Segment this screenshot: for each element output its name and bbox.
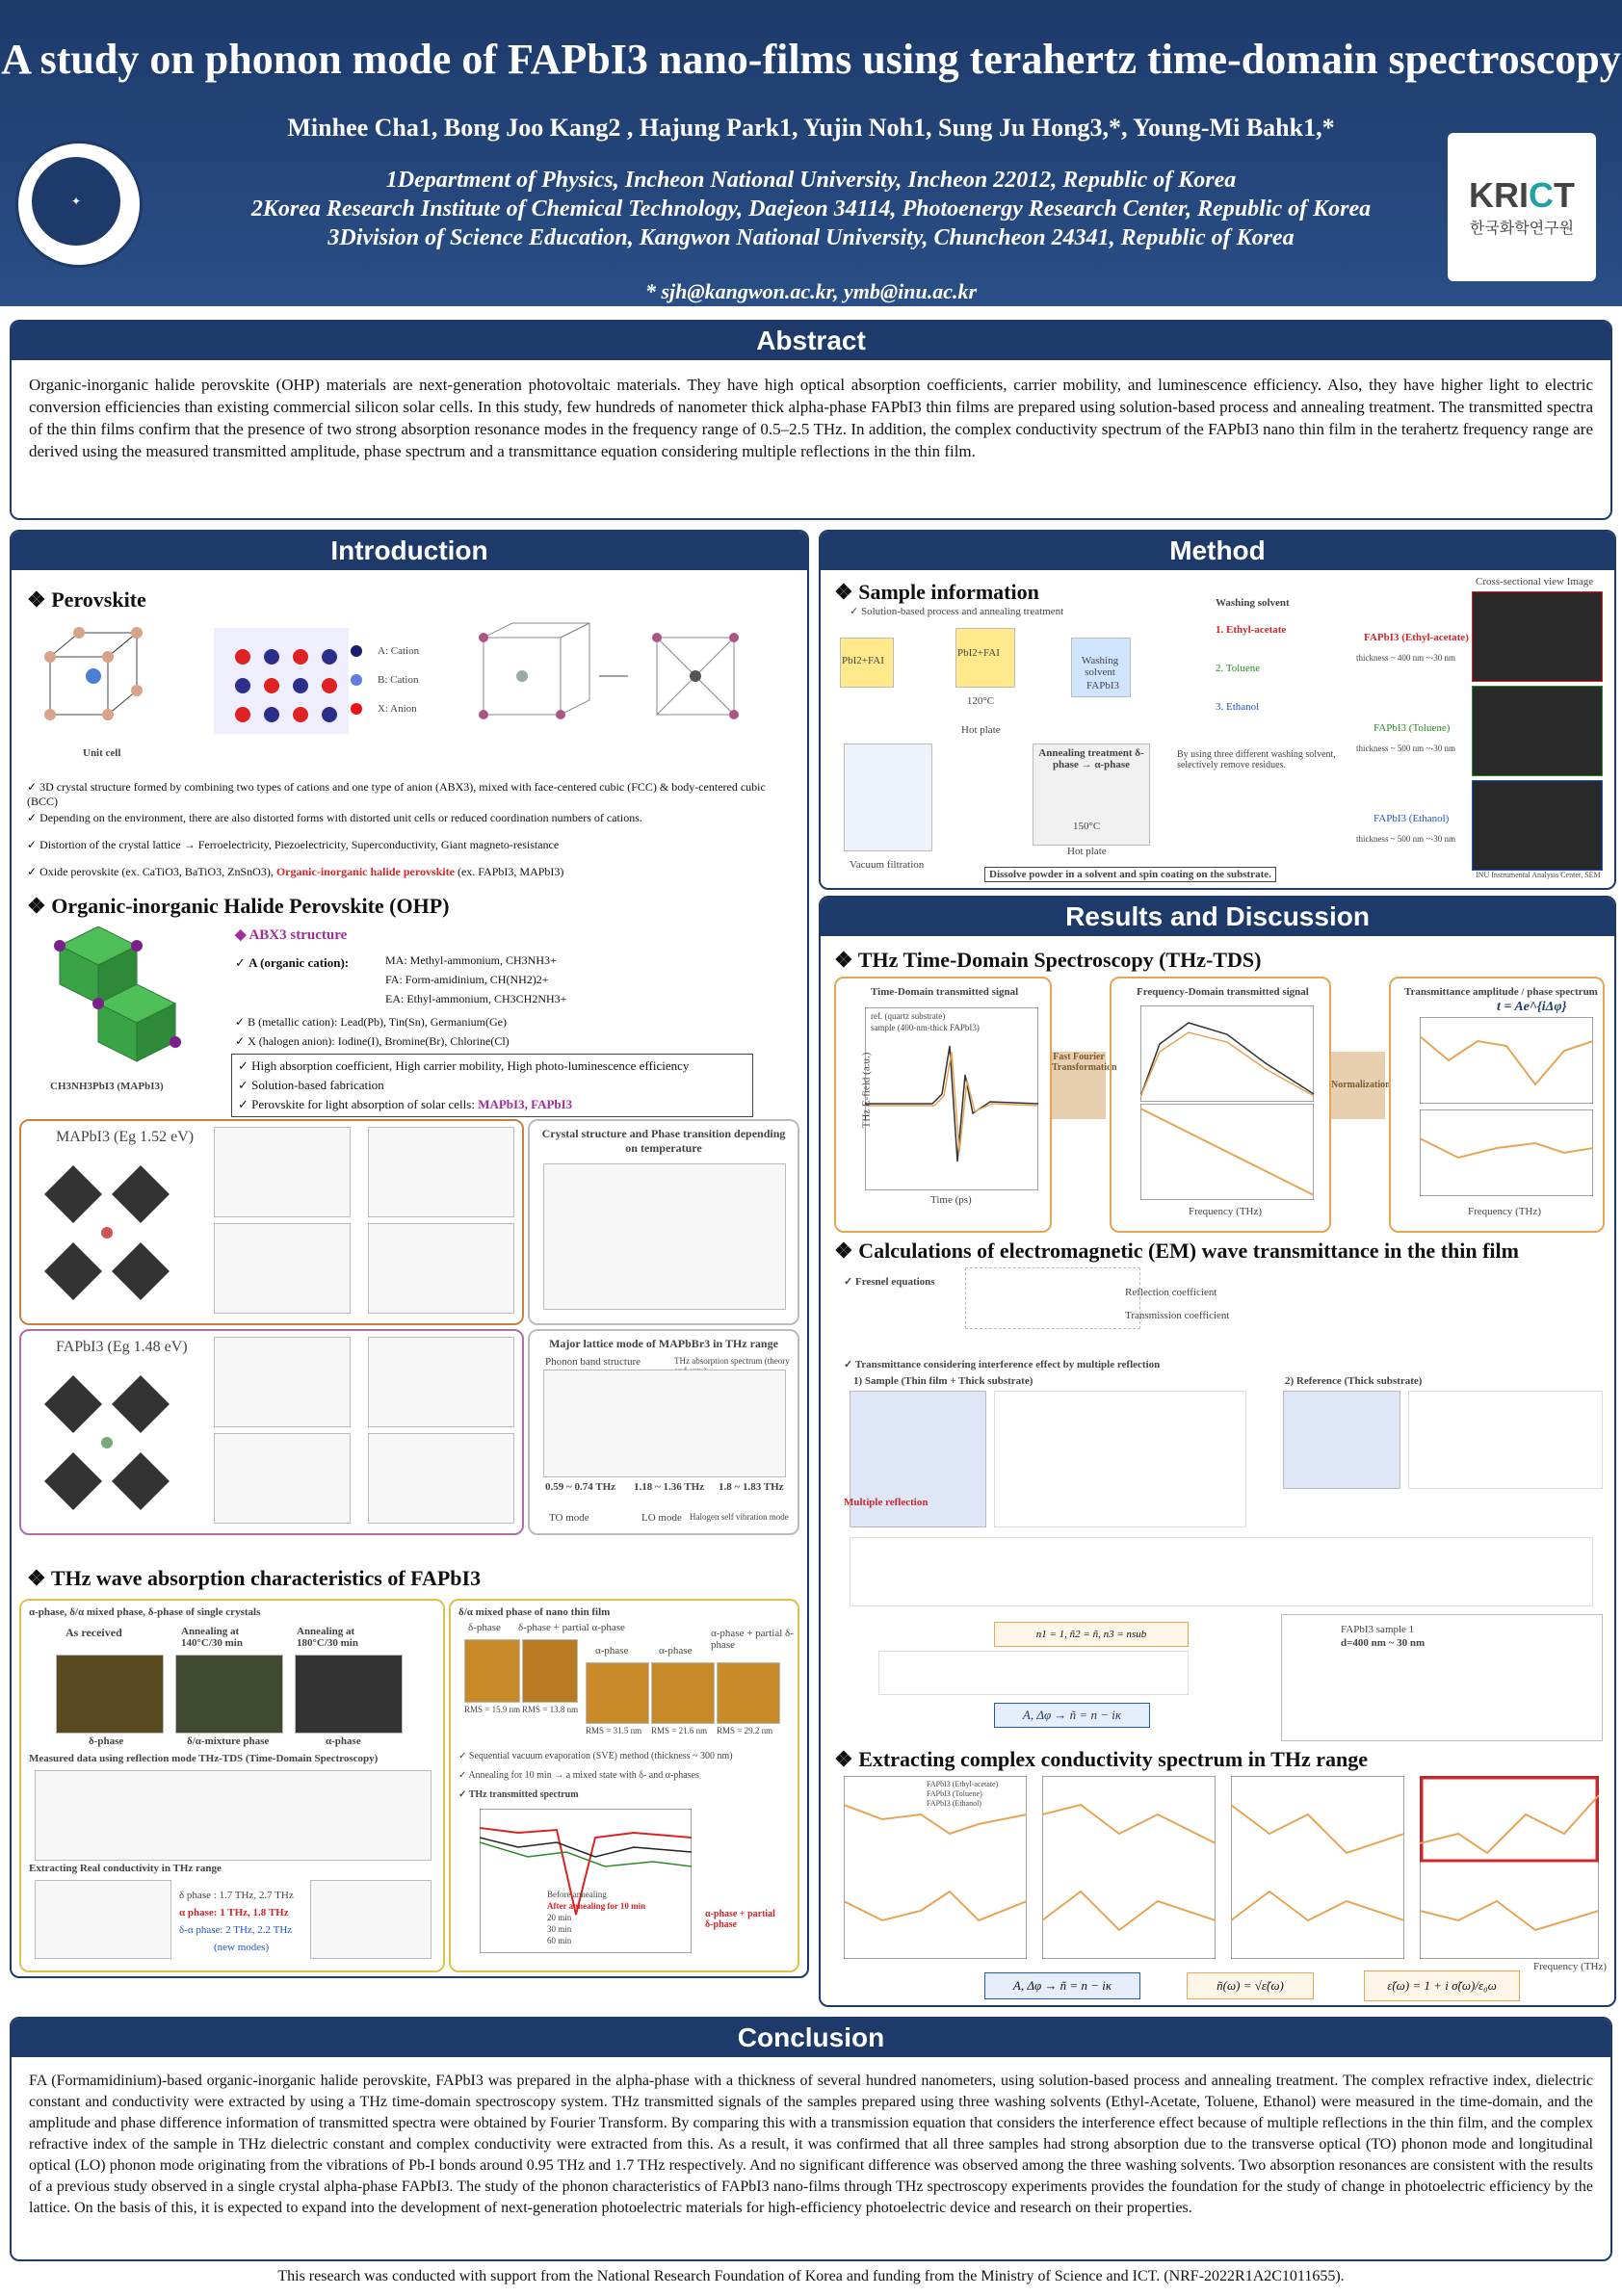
solvent-2-text: Toluene xyxy=(1225,663,1261,674)
n-kappa-plot xyxy=(1042,1776,1216,1959)
transmittance-box xyxy=(1389,977,1605,1233)
krict-logo xyxy=(1448,133,1596,281)
vacuum-label: Vacuum filtration xyxy=(850,859,925,871)
university-logo xyxy=(15,141,143,268)
perovskite-bullet-3: ✓ Distortion of the crystal lattice → Ferroelectricity, Piezoelectricity, Superconductivity, Giant magneto-resistance xyxy=(27,838,560,851)
mode-1-label: 0.59 ~ 0.74 THz xyxy=(545,1481,616,1493)
crystal-phase-image xyxy=(543,1163,786,1310)
legend-a-cation: A: Cation xyxy=(378,645,420,657)
introduction-title: Introduction xyxy=(12,532,807,570)
cond-legend-3: FAPbI3 (Ethanol) xyxy=(927,1799,981,1808)
thz-transmission-plot xyxy=(480,1809,692,1953)
reflection-label: Reflection coefficient xyxy=(1125,1287,1217,1298)
fft-label: Fast Fourier Transformation xyxy=(1052,1052,1117,1073)
mapbi3-figure-box xyxy=(19,1119,524,1325)
norm-amplitude-plot xyxy=(1420,1017,1593,1104)
perovskite-bullet-3-text: Distortion of the crystal lattice → Ferroelectricity, Piezoelectricity, Superconductivity, Giant magneto-resistance xyxy=(39,838,560,851)
t-full-equation xyxy=(878,1651,1189,1695)
abstract-text: Organic-inorganic halide perovskite (OHP) materials are next-generation photovoltaic materials. They have high optical absorption coefficients, carrier mobility, and luminescence efficiency. Also, they have higher light to electric conversion efficiencies than existing commercial silicon solar cells. In this study, few hundreds of nanometer thick alpha-phase FAPbI3 thin films are prepared using solution-based process and annealing treatment. The transmitted spectra of the thin films confirm that the presence of two strong absorption resonance modes in the frequency range of 0.5–2.5 THz. In addition, the complex conductivity spectrum of the FAPbI3 nano thin film in the terahertz frequency range are derived using the measured transmitted amplitude, phase spectrum and a transmittance equation considering multiple reflections in the thin film. xyxy=(29,376,1593,460)
contact-email: * sjh@kangwon.ac.kr, ymb@inu.ac.kr xyxy=(644,279,978,303)
perovskite-bullet-4: ✓ Oxide perovskite (ex. CaTiO3, BaTiO3, ZnSnO3), Organic-inorganic halide perovskite (ex. FAPbI3, MAPbI3) xyxy=(27,865,564,878)
cond-legend-1: FAPbI3 (Ethyl-acetate) xyxy=(927,1780,999,1788)
as-received-label: As received xyxy=(65,1626,122,1639)
funding-footer: This research was conducted with support from the National Research Foundation of Korea and funding from the Ministry of Science and ICT. (NRF-2022R1A2C1011655). xyxy=(277,2268,1345,2284)
a-cation-label-text: A (organic cation): xyxy=(249,955,350,970)
alpha-phase-label: α-phase xyxy=(326,1735,361,1747)
solvent-3: 3. Ethanol xyxy=(1216,701,1260,713)
conclusion-text: FA (Formamidinium)-based organic-inorganic halide perovskite, FAPbI3 was prepared in the alpha-phase with a thickness of several hundred nanometers, using solution-based process and annealing treatment. The complex refractive index, dielectric constant and conductivity were extracted by using a THz time-domain spectroscopy system. THz transmitted signals of the samples prepared using three washing solvents (Ethyl-Acetate, Toluene, Ethanol) were measured in the time-domain, and the amplitude and phase difference information of transmitted spectra were obtained by Fourier Transform. By comparing this with a transmission equation that considers the interference effect because of multiple reflections in the thin film, and the complex refractive index of the sample in THz dielectric constant and complex conductivity were extracted from this. As a result, it was confirmed that all three samples had strong absorption due to the transverse optical (TO) phonon mode and longitudinal optical (LO) phonon mode originating from the vibrations of Pb-I bonds around 0.95 THz and 1.7 THz respectively. And no significant difference was observed among the three washing solvents. Two absorption resonances are consistent with the results of a previous study observed in a single crystal alpha-phase FAPbI3. The study of the phonon characteristics of FAPbI3 nano-films through THz spectroscopy experiments provides the foundation for the study of change in photoelectric efficiency by the lattice. On the basis of this, it is expected to expand into the development of next-generation photoelectric materials for high-efficiency photoelectric device and research on their properties. xyxy=(29,2073,1593,2216)
fapbi3-eg-label: FAPbI3 (Eg 1.48 eV) xyxy=(56,1339,188,1355)
cond-legend-2: FAPbI3 (Toluene) xyxy=(927,1789,982,1798)
mapbi3-dos-plot xyxy=(214,1127,351,1217)
x-anion-label-text: X (halogen anion): Iodine(I), Bromine(Br), Chlorine(Cl) xyxy=(248,1034,510,1048)
conductivity-heading: ❖ Extracting complex conductivity spectrum in THz range xyxy=(834,1747,1368,1771)
results-title: Results and Discussion xyxy=(821,898,1614,936)
fapbi3-dos-plot xyxy=(214,1337,351,1427)
eq-epsilon-sigma: ε̃(ω) = 1 + i σ̃(ω)/ε₀ω xyxy=(1364,1970,1520,2001)
solvent-1-text: Ethyl-acetate xyxy=(1226,624,1287,636)
solvent-3-text: Ethanol xyxy=(1226,701,1260,713)
poster-header xyxy=(0,0,1622,306)
reference-section-label: 2) Reference (Thick substrate) xyxy=(1285,1375,1423,1387)
fapbi3-figure-box xyxy=(19,1329,524,1535)
multiple-reflection-label: Multiple reflection xyxy=(844,1497,929,1508)
mapbi3-eg-label: MAPbI3 (Eg 1.52 eV) xyxy=(56,1129,195,1145)
tds-heading: ❖ THz Time-Domain Spectroscopy (THz-TDS) xyxy=(834,948,1262,972)
fresnel-diagram xyxy=(965,1267,1140,1329)
fapbi3-n-kappa-plot xyxy=(1281,1614,1603,1741)
xrd-plot xyxy=(310,1880,432,1959)
perovskite-bullet-2: ✓ Depending on the environment, there are also distorted forms with distorted unit cells or reduced coordination numbers of cations. xyxy=(27,811,642,824)
fapbi3-octahedra-image xyxy=(35,1366,189,1520)
abstract-title: Abstract xyxy=(12,322,1610,360)
phonon-band-label: Phonon band structure xyxy=(545,1356,641,1368)
method-panel xyxy=(819,530,1616,890)
perovskite-bullet-4-a: Oxide perovskite (ex. CaTiO3, BaTiO3, ZnSnO3), xyxy=(39,865,276,878)
solvent-note: By using three different washing solvent, selectively remove residues. xyxy=(1177,749,1336,770)
ref-legend: ref. (quartz substrate) xyxy=(871,1011,946,1021)
conclusion-title: Conclusion xyxy=(12,2019,1610,2057)
ohp-property-1-text: High absorption coefficient, High carrier mobility, High photo-luminescence efficiency xyxy=(251,1058,690,1073)
fresnel-label: ✓ Fresnel equations xyxy=(844,1276,935,1288)
fapbi3-epsilon-plot-2 xyxy=(368,1433,514,1524)
transmission-legend-5: 60 min xyxy=(547,1936,572,1945)
fft-arrow xyxy=(1052,1052,1117,1119)
single-crystal-box xyxy=(19,1599,445,1972)
mixed-phase-label: δ/α-mixture phase xyxy=(187,1735,270,1747)
reference-diagram xyxy=(1283,1391,1400,1489)
interference-label-text: Transmittance considering interference effect by multiple reflection xyxy=(854,1359,1161,1370)
freq-domain-box xyxy=(1110,977,1331,1233)
sem-credit: INU Instrumental Analysis Center, SEM xyxy=(1476,871,1601,879)
anneal-140-photo xyxy=(175,1655,283,1734)
spin-precursor-label: PbI2+FAI xyxy=(957,647,1000,659)
unit-cell-caption: Unit cell xyxy=(83,747,121,759)
affiliation-3: 3Division of Science Education, Kangwon National University, Chuncheon 24341, Republic of Korea xyxy=(327,225,1295,250)
em-heading: ❖ Calculations of electromagnetic (EM) wave transmittance in the thin film xyxy=(834,1239,1519,1263)
rms-5-label: RMS = 29.2 nm xyxy=(717,1726,773,1735)
annealing-label: Annealing treatment δ-phase → α-phase xyxy=(1038,747,1144,770)
affiliation-2: 2Korea Research Institute of Chemical Technology, Daejeon 34114, Photoenergy Research Center, Republic of Korea xyxy=(250,196,1372,222)
transmission-legend-2: After annealing for 10 min xyxy=(547,1901,646,1911)
university-logo-emblem: ✦ xyxy=(32,157,120,246)
afm-image-4 xyxy=(651,1662,715,1724)
freq-domain-title: Frequency-Domain transmitted signal xyxy=(1137,986,1309,998)
thickness-2-label: thickness ~ 500 nm ~-30 nm xyxy=(1356,744,1455,753)
x-anion-marker xyxy=(351,703,362,715)
fresnel-label-text: Fresnel equations xyxy=(854,1276,935,1288)
sem-toluene xyxy=(1472,686,1603,776)
sve-method-text: ✓ Sequential vacuum evaporation (SVE) method (thickness ~ 300 nm) xyxy=(458,1751,733,1761)
transmission-annotation: α-phase + partial δ-phase xyxy=(705,1909,775,1930)
temp-2-label: 150°C xyxy=(1073,821,1101,832)
thz-absorption-heading: ❖ THz wave absorption characteristics of FAPbI3 xyxy=(27,1566,482,1590)
cond-xlabel: Frequency (THz) xyxy=(1533,1961,1608,1972)
afm-image-1 xyxy=(464,1639,520,1703)
cross-section-heading: Cross-sectional view Image xyxy=(1476,576,1594,587)
ohp-properties-box xyxy=(231,1054,753,1117)
transmission-legend-3: 20 min xyxy=(547,1913,572,1922)
n-kappa-box: A, Δφ → ñ = n − iκ xyxy=(994,1703,1150,1728)
film-3-label: FAPbI3 (Ethanol) xyxy=(1373,813,1450,824)
film-2-label: FAPbI3 (Toluene) xyxy=(1373,722,1451,734)
fapbi3-absorption-plot xyxy=(214,1433,351,1524)
mapbi3-absorption-plot xyxy=(214,1223,351,1314)
tds-heading-text: THz Time-Domain Spectroscopy (THz-TDS) xyxy=(857,948,1262,972)
mapbi3-epsilon-plot-1 xyxy=(368,1127,514,1217)
afm-image-5 xyxy=(717,1662,780,1724)
a-cation-label: ✓ A (organic cation): xyxy=(235,955,350,970)
nano-alpha-label-2: α-phase xyxy=(659,1645,693,1657)
rms-3-label: RMS = 31.5 nm xyxy=(586,1726,642,1735)
transmission-legend-4: 30 min xyxy=(547,1924,572,1934)
conclusion-panel xyxy=(10,2017,1612,2261)
conductivity-heading-text: Extracting complex conductivity spectrum in THz range xyxy=(858,1747,1368,1771)
thickness-3-label: thickness ~ 500 nm ~-30 nm xyxy=(1356,834,1455,844)
washing-label: Washing solvent xyxy=(1081,655,1119,678)
eq-n-kappa: A, Δφ → ñ = n − iκ xyxy=(984,1972,1140,1999)
sem-ethanol xyxy=(1472,780,1603,871)
normalization-arrow xyxy=(1331,1052,1391,1119)
sem-ethyl-acetate xyxy=(1472,591,1603,682)
sample-section-label: 1) Sample (Thin film + Thick substrate) xyxy=(853,1375,1033,1387)
halogen-mode-label: Halogen self vibration mode xyxy=(690,1512,789,1522)
a-ea-text: EA: Ethyl-ammonium, CH3CH2NH3+ xyxy=(385,992,567,1005)
transmission-legend-1: Before annealing xyxy=(547,1890,607,1899)
sample-legend: sample (400-nm-thick FAPbI3) xyxy=(871,1023,980,1032)
rms-1-label: RMS = 15.9 nm xyxy=(464,1705,521,1714)
perovskite-bullet-2-text: Depending on the environment, there are also distorted forms with distorted unit cells or reduced coordination numbers of cations. xyxy=(39,811,642,824)
mode-3-label: 1.8 ~ 1.83 THz xyxy=(719,1481,784,1493)
tr-xlabel: Frequency (THz) xyxy=(1468,1206,1542,1217)
fapbi3-sample-label: FAPbI3 sample 1 xyxy=(1341,1624,1415,1635)
normalization-label: Normalization xyxy=(1331,1080,1391,1090)
t-equation: t = Ae^{iΔφ} xyxy=(1497,1000,1567,1014)
freq-phase-plot xyxy=(1140,1104,1314,1200)
nano-film-heading: δ/α mixed phase of nano thin film xyxy=(458,1606,611,1618)
abx3-structure-label: ◆ ABX3 structure xyxy=(235,927,348,943)
method-title: Method xyxy=(821,532,1614,570)
b-cation-label: ✓ B (metallic cation): Lead(Pb), Tin(Sn), Germanium(Ge) xyxy=(235,1015,508,1029)
time-domain-box xyxy=(834,977,1052,1233)
author-list: Minhee Cha1, Bong Joo Kang2 , Hajung Park1, Yujin Noh1, Sung Ju Hong3,*, Young-Mi Bahk1,* xyxy=(287,114,1335,142)
ohp-property-3-text: Perovskite for light absorption of solar cells: xyxy=(251,1097,479,1111)
ohp-property-2-text: Solution-based fabrication xyxy=(251,1078,384,1092)
rms-4-label: RMS = 21.6 nm xyxy=(651,1726,708,1735)
full-transmission-equation xyxy=(850,1537,1593,1606)
b-cation-marker xyxy=(351,674,362,686)
freq-amplitude-plot xyxy=(1140,1005,1314,1102)
perovskite-bullet-4-c: (ex. FAPbI3, MAPbI3) xyxy=(454,865,564,878)
a-fa-text: FA: Form-amidinium, CH(NH2)2+ xyxy=(385,973,549,986)
real-conductivity-plot xyxy=(35,1880,171,1959)
ohp-heading: ❖ Organic-inorganic Halide Perovskite (OHP) xyxy=(27,894,450,918)
legend-b-cation: B: Cation xyxy=(378,674,419,686)
fapbi3-epsilon-plot-1 xyxy=(368,1337,514,1427)
mode-2-label: 1.18 ~ 1.36 THz xyxy=(634,1481,705,1493)
single-crystal-heading: α-phase, δ/α mixed phase, δ-phase of single crystals xyxy=(29,1606,261,1618)
sample-info-heading: ❖ Sample information xyxy=(834,580,1039,604)
td-ylabel: THz E-field (a.u.) xyxy=(860,1052,873,1129)
mapbi3-epsilon-plot-2 xyxy=(368,1223,514,1314)
x-anion-label: ✓ X (halogen anion): Iodine(I), Bromine(Br), Chlorine(Cl) xyxy=(235,1034,510,1048)
nano-delta-label: δ-phase xyxy=(468,1622,501,1633)
ohp-property-2: ✓ Solution-based fabrication xyxy=(238,1078,384,1092)
thickness-1-label: thickness ~ 400 nm ~-30 nm xyxy=(1356,653,1455,663)
thz-transmitted-heading-text: THz transmitted spectrum xyxy=(468,1789,579,1800)
mapbi3-caption: CH3NH3PbI3 (MAPbI3) xyxy=(50,1081,164,1092)
anneal-140-label: Annealing at 140°C/30 min xyxy=(181,1626,243,1649)
perovskite-heading-text: Perovskite xyxy=(51,587,146,612)
fapbi3-thickness-label: d=400 nm ~ 30 nm xyxy=(1341,1637,1426,1649)
freq-xlabel: Frequency (THz) xyxy=(1189,1206,1263,1217)
legend-x-anion: X: Anion xyxy=(378,703,417,715)
nano-alpha-partial-label: α-phase + partial δ-phase xyxy=(711,1628,794,1651)
anneal-mixed-text-value: Annealing for 10 min → a mixed state with δ- and α-phases xyxy=(468,1770,699,1781)
thz-absorption-heading-text: THz wave absorption characteristics of FAPbI3 xyxy=(50,1566,482,1590)
phase-diff-plot xyxy=(1420,1109,1593,1196)
unit-cell-diagram xyxy=(31,618,156,753)
ohp-property-3: ✓ Perovskite for light absorption of solar cells: MAPbI3, FAPbI3 xyxy=(238,1097,573,1111)
perovskite-heading: ❖ Perovskite xyxy=(27,587,146,612)
sigma-plot xyxy=(1420,1776,1599,1959)
mapbi3-octahedra-image xyxy=(35,1156,189,1310)
time-domain-plot xyxy=(865,1007,1038,1190)
time-xlabel: Time (ps) xyxy=(930,1194,972,1206)
crystal-phase-title: Crystal structure and Phase transition depending on temperature xyxy=(541,1127,786,1155)
anneal-mixed-text: ✓ Annealing for 10 min → a mixed state with δ- and α-phases xyxy=(458,1770,699,1781)
thz-absorption-label: THz absorption spectrum (theory xyxy=(674,1356,790,1366)
sample-info-sub: ✓ Solution-based process and annealing treatment xyxy=(850,606,1064,617)
interference-label: ✓ Transmittance considering interference effect by multiple reflection xyxy=(844,1359,1161,1370)
delta-modes-text: δ phase : 1.7 THz, 2.7 THz xyxy=(179,1890,294,1901)
perovskite-lattice-image xyxy=(214,628,349,734)
sve-method-text-value: Sequential vacuum evaporation (SVE) method (thickness ~ 300 nm) xyxy=(468,1751,733,1761)
index-definitions-box: n1 = 1, ñ2 = ñ, n3 = nsub xyxy=(994,1622,1189,1647)
results-panel xyxy=(819,896,1616,2007)
anneal-180-label: Annealing at 180°C/30 min xyxy=(297,1626,358,1649)
ohp-property-3-highlight: MAPbI3, FAPbI3 xyxy=(478,1097,573,1111)
lo-mode-label: LO mode xyxy=(641,1512,682,1524)
perovskite-bullet-1-text: 3D crystal structure formed by combining two types of cations and one type of anion (ABX3), mixed with face-centered cubic (FCC) & body-centered cubic (BCC) xyxy=(27,780,766,808)
thz-transmitted-heading: ✓ THz transmitted spectrum xyxy=(458,1789,579,1800)
solvent-1: 1. Ethyl-acetate xyxy=(1216,624,1287,636)
sample-info-sub-text: Solution-based process and annealing treatment xyxy=(860,606,1064,617)
delta-alpha-modes-text: δ-α phase: 2 THz, 2.2 THz xyxy=(179,1924,293,1936)
epsilon-plot xyxy=(1231,1776,1404,1959)
perovskite-bullet-4-b: Organic-inorganic halide perovskite xyxy=(275,865,455,878)
abx3-structure-text: ABX3 structure xyxy=(249,927,348,943)
afm-image-2 xyxy=(522,1639,578,1703)
a-ma-text: MA: Methyl-ammonium, CH3NH3+ xyxy=(385,953,557,967)
affiliation-1: 1Department of Physics, Incheon National University, Incheon 22012, Republic of Korea xyxy=(385,168,1237,193)
dissolve-note: Dissolve powder in a solvent and spin coating on the substrate. xyxy=(984,867,1276,882)
lattice-mode-box xyxy=(528,1329,799,1535)
fapbi3-film-label: FAPbI3 xyxy=(1086,680,1120,691)
poster-title: A study on phonon mode of FAPbI3 nano-films using terahertz time-domain spectroscopy xyxy=(1,36,1621,83)
krict-logo-mark: KRICT xyxy=(1469,175,1575,215)
em-heading-text: Calculations of electromagnetic (EM) wave transmittance in the thin film xyxy=(858,1239,1519,1263)
as-received-photo xyxy=(56,1655,164,1734)
nano-film-box xyxy=(449,1599,799,1972)
krict-logo-korean: 한국화학연구원 xyxy=(1469,221,1575,237)
fcc-bcc-diagram xyxy=(464,618,792,744)
hotplate-2-label: Hot plate xyxy=(1067,846,1107,857)
new-modes-text: (new modes) xyxy=(214,1942,270,1953)
to-mode-label: TO mode xyxy=(549,1512,589,1524)
introduction-panel xyxy=(10,530,809,1978)
nano-delta-partial-label: δ-phase + partial α-phase xyxy=(518,1622,625,1633)
ohp-property-1: ✓ High absorption coefficient, High carrier mobility, High photo-luminescence efficiency xyxy=(238,1058,690,1073)
rms-2-label: RMS = 13.8 nm xyxy=(522,1705,579,1714)
time-domain-title: Time-Domain transmitted signal xyxy=(871,986,1019,998)
sample-info-heading-text: Sample information xyxy=(858,580,1039,604)
phonon-band-plot xyxy=(543,1370,786,1477)
lattice-mode-title: Major lattice mode of MAPbBr3 in THz range xyxy=(549,1337,778,1350)
temp-1-label: 120°C xyxy=(966,695,995,707)
reflection-tds-plots xyxy=(35,1770,432,1861)
mapbi3-structure-image xyxy=(40,926,195,1071)
alpha-modes-text: α phase: 1 THz, 1.8 THz xyxy=(179,1907,289,1918)
abstract-panel xyxy=(10,320,1612,520)
b-cation-label-text: B (metallic cation): Lead(Pb), Tin(Sn), Germanium(Ge) xyxy=(248,1015,508,1029)
solvent-heading: Washing solvent xyxy=(1216,597,1290,609)
precursor-label: PbI2+FAI xyxy=(842,655,884,666)
anneal-180-photo xyxy=(295,1655,403,1734)
real-conductivity-heading: Extracting Real conductivity in THz range xyxy=(29,1863,222,1874)
vacuum-filtration-image xyxy=(844,744,932,851)
crystal-phase-box xyxy=(528,1119,799,1325)
perovskite-bullet-1: ✓ 3D crystal structure formed by combining two types of cations and one type of anion (ABX3), mixed with face-centered cubic (FCC) & body-centered cubic (BCC) xyxy=(27,780,766,808)
reference-transmission-equations xyxy=(1408,1391,1603,1489)
afm-image-3 xyxy=(586,1662,649,1724)
solvent-2: 2. Toluene xyxy=(1216,663,1261,674)
hotplate-1-label: Hot plate xyxy=(961,724,1001,736)
reflection-tds-heading: Measured data using reflection mode THz-TDS (Time-Domain Spectroscopy) xyxy=(29,1753,379,1764)
delta-phase-label: δ-phase xyxy=(89,1735,124,1747)
a-cation-marker xyxy=(351,645,362,657)
ohp-heading-text: Organic-inorganic Halide Perovskite (OHP) xyxy=(51,894,450,918)
nano-alpha-label-1: α-phase xyxy=(595,1645,629,1657)
transmission-label: Transmission coefficient xyxy=(1125,1310,1230,1321)
sample-transmission-equations xyxy=(994,1391,1246,1527)
eq-n-epsilon: ñ(ω) = √ε̃(ω) xyxy=(1187,1972,1314,1999)
film-1-label: FAPbI3 (Ethyl-acetate) xyxy=(1364,632,1469,643)
transmittance-title: Transmittance amplitude / phase spectrum xyxy=(1404,986,1598,998)
